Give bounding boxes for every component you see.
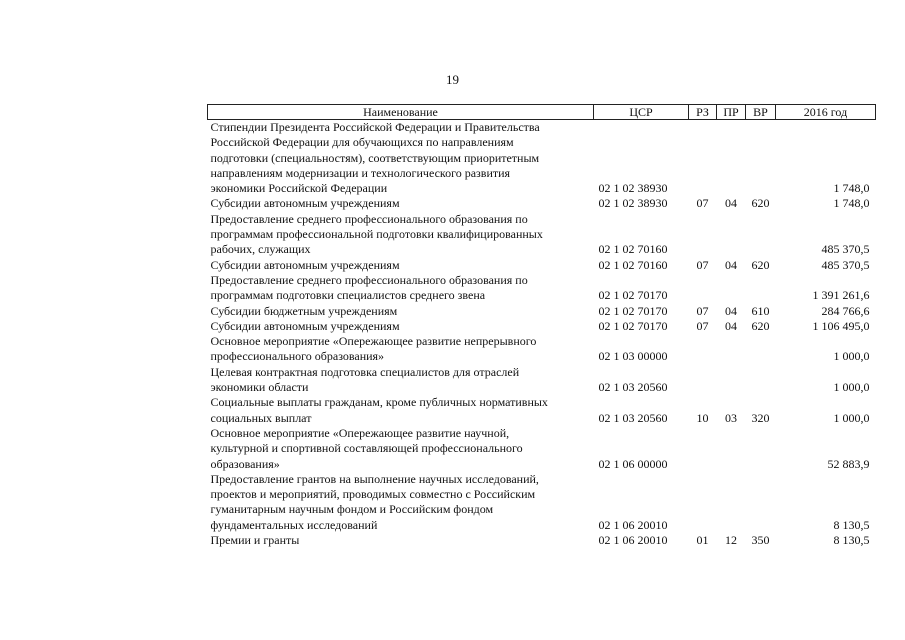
row-csr: 02 1 06 00000 [598,456,668,471]
row-name: Стипендии Президента Российской Федерации и Правительства Российской Федерации для обучающихся по направлениям подготовки (специальностям), соответствующим приоритетным направлениям модернизации и технологического развития экономики Российской Федерации [210,120,540,196]
table-row [208,196,876,211]
row-csr: 02 1 02 70160 [598,242,668,257]
row-vr: 350 [751,533,770,548]
row-csr: 02 1 06 20010 [598,533,668,548]
row-rz: 07 [696,196,709,211]
row-vr [746,273,776,304]
page-number: 19 [446,72,459,87]
row-name: Субсидии бюджетным учреждениям [210,303,398,318]
row-pr: 12 [725,533,737,548]
row-name: Целевая контрактная подготовка специалистов для отраслей экономики области [210,364,520,395]
table-row [208,395,876,426]
row-vr [746,365,776,396]
header-rz: РЗ [689,105,717,120]
row-rz [689,273,717,304]
header-year: 2016 год [776,105,876,120]
row-amount: 8 130,5 [833,533,870,548]
row-name: Субсидии автономным учреждениям [210,318,400,333]
row-vr [746,426,776,472]
row-vr [746,120,776,197]
row-amount: 1 391 261,6 [812,288,870,303]
table-row [208,472,876,533]
row-name: Социальные выплаты гражданам, кроме публичных нормативных социальных выплат [210,395,548,425]
row-name: Предоставление среднего профессионального образования по программам подготовки специалистов среднего звена [210,272,528,303]
row-pr: 03 [725,410,737,425]
header-vr: ВР [746,105,776,120]
row-csr: 02 1 06 20010 [598,517,668,532]
row-name: Премии и гранты [210,533,300,548]
row-rz [689,334,717,365]
row-amount: 1 000,0 [833,380,870,395]
row-rz: 10 [696,410,709,425]
row-vr: 620 [751,318,770,333]
table-row [208,319,876,334]
row-pr [717,472,746,533]
row-vr [746,334,776,365]
row-amount: 1 000,0 [833,410,870,425]
row-pr [717,426,746,472]
row-pr [717,334,746,365]
header-csr: ЦСР [594,105,689,120]
row-name: Субсидии автономным учреждениям [210,257,400,272]
table-row [208,365,876,396]
table-row [208,273,876,304]
row-amount: 8 130,5 [833,517,870,532]
row-pr: 04 [725,318,737,333]
table-row [208,426,876,472]
row-vr: 620 [751,196,770,211]
row-name: Основное мероприятие «Опережающее развитие научной, культурной и спортивной составляющей профессионального образования» [210,425,523,471]
row-amount: 1 748,0 [833,181,870,196]
row-amount: 1 106 495,0 [812,318,870,333]
row-csr: 02 1 03 20560 [598,380,668,395]
budget-table [207,104,876,548]
row-name: Субсидии автономным учреждениям [210,196,400,211]
row-pr [717,212,746,258]
row-name: Предоставление среднего профессионального образования по программам профессиональной подготовки квалифицированных рабочих, служащих [210,211,543,257]
row-vr: 610 [751,303,770,318]
row-pr [717,365,746,396]
row-csr: 02 1 02 70170 [598,318,668,333]
row-csr: 02 1 03 00000 [598,349,668,364]
row-amount: 1 000,0 [833,349,870,364]
row-vr [746,212,776,258]
table-row [208,258,876,273]
header-name: Наименование [208,105,594,120]
row-rz [689,426,717,472]
table-row [208,304,876,319]
row-pr [717,120,746,197]
row-vr: 320 [751,410,770,425]
row-csr: 02 1 02 70170 [598,288,668,303]
row-rz [689,212,717,258]
row-amount: 1 748,0 [833,196,870,211]
row-amount: 485 370,5 [821,257,870,272]
row-rz [689,365,717,396]
row-name: Предоставление грантов на выполнение научных исследований, проектов и мероприятий, проводимых совместно с Российским гуманитарным научным фондом и Российским фондом фундаментальных исследований [210,471,539,532]
row-amount: 52 883,9 [827,456,870,471]
row-vr: 620 [751,257,770,272]
row-name: Основное мероприятие «Опережающее развитие непрерывного профессионального образования» [210,334,537,364]
row-csr: 02 1 02 38930 [598,181,668,196]
row-rz [689,120,717,197]
row-pr: 04 [725,257,737,272]
table-row [208,334,876,365]
row-rz: 01 [696,533,709,548]
row-csr: 02 1 02 38930 [598,196,668,211]
row-pr: 04 [725,196,737,211]
row-amount: 485 370,5 [821,242,870,257]
row-pr [717,273,746,304]
row-rz [689,472,717,533]
table-header-row [208,105,876,120]
table-row [208,212,876,258]
row-csr: 02 1 02 70160 [598,257,668,272]
row-csr: 02 1 03 20560 [598,410,668,425]
row-rz: 07 [696,318,709,333]
table-row [208,533,876,548]
row-vr [746,472,776,533]
row-csr: 02 1 02 70170 [598,303,668,318]
row-pr: 04 [725,303,737,318]
table-row [208,120,876,197]
row-rz: 07 [696,303,709,318]
row-amount: 284 766,6 [821,303,870,318]
row-rz: 07 [696,257,709,272]
header-pr: ПР [717,105,746,120]
